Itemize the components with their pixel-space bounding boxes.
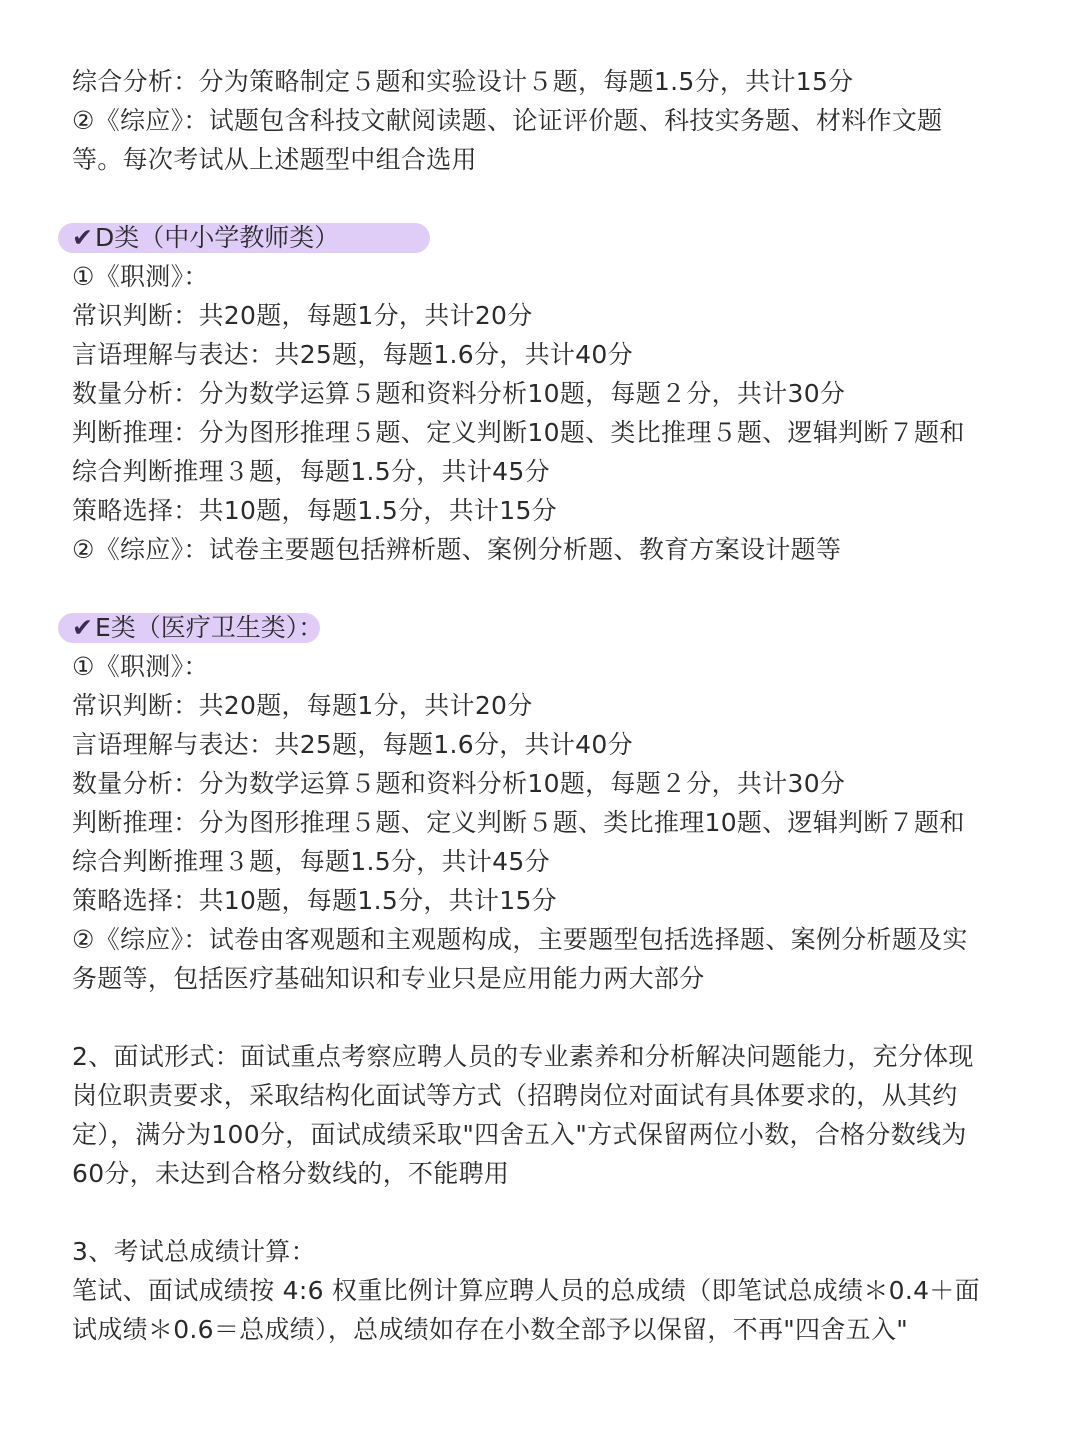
text-line: 等。每次考试从上述题型中组合选用 (72, 145, 477, 174)
text-line: 数量分析：分为数学运算５题和资料分析10题，每题２分，共计30分 (72, 769, 846, 798)
text-line: 综合判断推理３题，每题1.5分，共计45分 (72, 847, 550, 876)
text-line: 2、面试形式：面试重点考察应聘人员的专业素养和分析解决问题能力，充分体现 (72, 1042, 974, 1071)
text-line: ②《综应》：试卷由客观题和主观题构成，主要题型包括选择题、案例分析题及实 (72, 925, 968, 954)
text-line: 策略选择：共10题，每题1.5分，共计15分 (72, 886, 557, 915)
section-title: E类（医疗卫生类）： (94, 613, 324, 642)
heading-text (72, 613, 323, 642)
text-line: 定），满分为100分，面试成绩采取"四舍五入"方式保留两位小数，合格分数线为 (72, 1120, 967, 1149)
text-line: 常识判断：共20题，每题1分，共计20分 (72, 301, 533, 330)
text-line: 常识判断：共20题，每题1分，共计20分 (72, 691, 533, 720)
spacer (72, 569, 1022, 608)
text-line: 判断推理：分为图形推理５题、定义判断10题、类比推理５题、逻辑判断７题和 (72, 418, 965, 447)
document-body (72, 62, 1022, 1349)
text-line: ②《综应》：试卷主要题包括辨析题、案例分析题、教育方案设计题等 (72, 535, 842, 564)
text-line: 综合分析：分为策略制定５题和实验设计５题，每题1.5分，共计15分 (72, 67, 854, 96)
text-line: 试成绩＊0.6＝总成绩），总成绩如存在小数全部予以保留，不再"四舍五入" (72, 1315, 909, 1344)
text-line: 岗位职责要求，采取结构化面试等方式（招聘岗位对面试有具体要求的，从其约 (72, 1081, 958, 1110)
section-heading-e (72, 608, 1022, 647)
text-line: 笔试、面试成绩按 4:6 权重比例计算应聘人员的总成绩（即笔试总成绩＊0.4＋面 (72, 1276, 980, 1305)
text-line: 数量分析：分为数学运算５题和资料分析10题，每题２分，共计30分 (72, 379, 846, 408)
text-line: ②《综应》：试题包含科技文献阅读题、论证评价题、科技实务题、材料作文题 (72, 106, 943, 135)
section-heading-d (72, 218, 1022, 257)
spacer (72, 179, 1022, 218)
section-title: D类（中小学教师类） (94, 223, 340, 252)
text-line: ①《职测》： (72, 262, 209, 291)
text-line: 3、考试总成绩计算： (72, 1237, 316, 1266)
text-line: 言语理解与表达：共25题，每题1.6分，共计40分 (72, 730, 633, 759)
text-line: 60分，未达到合格分数线的，不能聘用 (72, 1159, 510, 1188)
text-line: ①《职测》： (72, 652, 209, 681)
check-icon: ✔ (72, 223, 93, 252)
spacer (72, 998, 1022, 1037)
text-line: 综合判断推理３题，每题1.5分，共计45分 (72, 457, 550, 486)
text-line: 策略选择：共10题，每题1.5分，共计15分 (72, 496, 557, 525)
text-line: 务题等，包括医疗基础知识和专业只是应用能力两大部分 (72, 964, 705, 993)
text-line: 判断推理：分为图形推理５题、定义判断５题、类比推理10题、逻辑判断７题和 (72, 808, 965, 837)
check-icon: ✔ (72, 613, 93, 642)
text-line: 言语理解与表达：共25题，每题1.6分，共计40分 (72, 340, 633, 369)
heading-text (72, 223, 339, 252)
spacer (72, 1193, 1022, 1232)
